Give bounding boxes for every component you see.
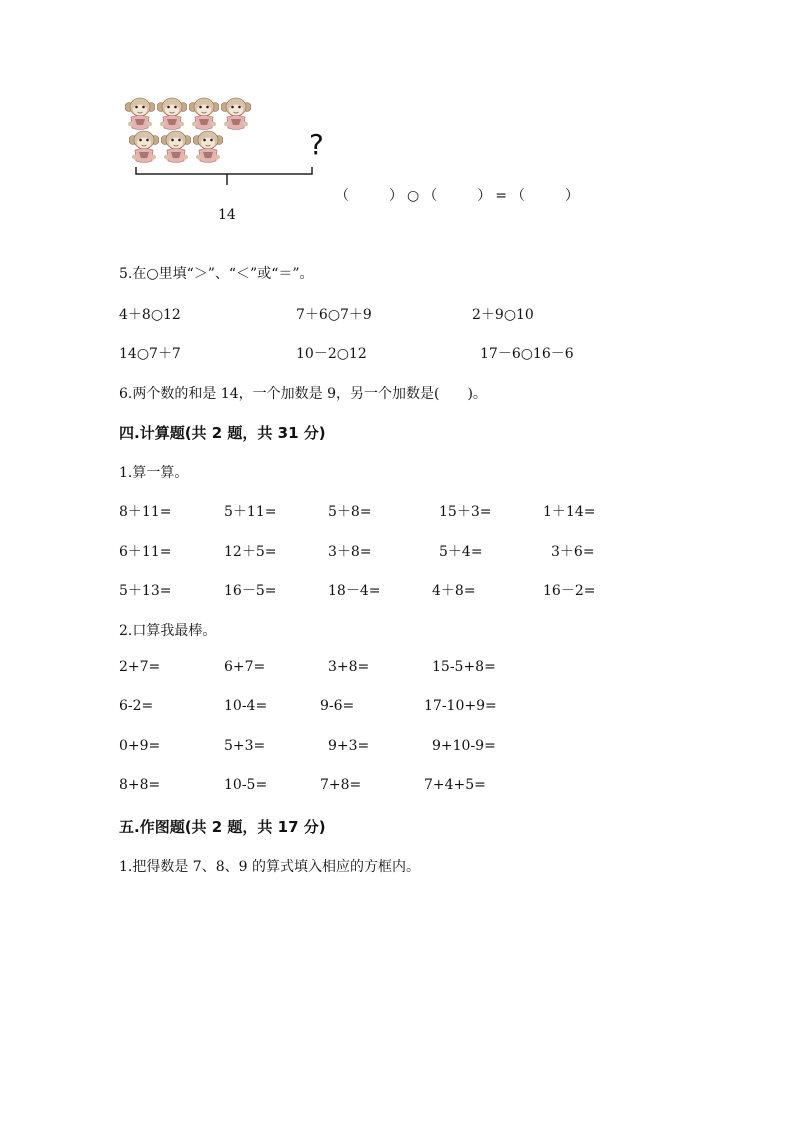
q5-cell: 7＋6○7＋9 (296, 307, 372, 323)
calc-cell: 5＋8= (328, 504, 372, 520)
section5-title: 五.作图题(共 2 题，共 17 分) (119, 818, 326, 836)
q5-cell: 4＋8○12 (119, 307, 181, 323)
monkey-icon (221, 97, 251, 131)
blank-equation: （ ）○（ ）=（ ） (335, 188, 583, 204)
mental-cell: 7+4+5= (424, 777, 486, 793)
calc-cell: 6＋11= (119, 544, 172, 560)
calc-cell: 5＋13= (119, 583, 172, 599)
calc-cell: 12＋5= (224, 544, 277, 560)
mental-cell: 9-6= (320, 698, 355, 714)
monkey-picture (125, 97, 255, 167)
q5-cell: 14○7＋7 (119, 346, 181, 362)
monkey-icon (129, 130, 159, 164)
calc-cell: 3＋8= (328, 544, 372, 560)
mental-cell: 6+7= (224, 659, 266, 675)
brace-total-label: 14 (218, 207, 236, 223)
mental-cell: 5+3= (224, 738, 266, 754)
monkey-icon (157, 97, 187, 131)
mental-cell: 10-5= (224, 777, 268, 793)
mental-cell: 8+8= (119, 777, 161, 793)
question-mark: ? (309, 128, 324, 161)
calc-cell: 5＋4= (439, 544, 483, 560)
section4-q1-title: 1.算一算。 (119, 465, 189, 481)
calc-cell: 4＋8= (432, 583, 476, 599)
mental-cell: 17-10+9= (424, 698, 497, 714)
mental-cell: 2+7= (119, 659, 161, 675)
q5-cell: 2＋9○10 (472, 307, 534, 323)
mental-cell: 3+8= (328, 659, 370, 675)
mental-cell: 6-2= (119, 698, 154, 714)
calc-cell: 16－5= (224, 583, 277, 599)
section5-q1-text: 1.把得数是 7、8、9 的算式填入相应的方框内。 (119, 859, 420, 875)
mental-cell: 9+3= (328, 738, 370, 754)
brace (130, 165, 320, 187)
monkey-icon (125, 97, 155, 131)
calc-cell: 18－4= (328, 583, 381, 599)
section4-q2-title: 2.口算我最棒。 (119, 623, 217, 639)
monkey-icon (193, 130, 223, 164)
q5-title: 5.在○里填“＞”、“＜”或“＝”。 (119, 266, 314, 282)
calc-cell: 16－2= (543, 583, 596, 599)
monkey-icon (189, 97, 219, 131)
monkey-icon (161, 130, 191, 164)
calc-cell: 15＋3= (439, 504, 492, 520)
q5-cell: 10－2○12 (296, 346, 367, 362)
q5-cell: 17－6○16－6 (480, 346, 574, 362)
calc-cell: 8＋11= (119, 504, 172, 520)
mental-cell: 9+10-9= (432, 738, 496, 754)
mental-cell: 10-4= (224, 698, 268, 714)
calc-cell: 5＋11= (224, 504, 277, 520)
mental-cell: 15-5+8= (432, 659, 496, 675)
mental-cell: 0+9= (119, 738, 161, 754)
q6-text: 6.两个数的和是 14，一个加数是 9，另一个加数是( )。 (119, 386, 487, 402)
calc-cell: 1＋14= (543, 504, 596, 520)
section4-title: 四.计算题(共 2 题，共 31 分) (119, 424, 326, 442)
calc-cell: 3＋6= (551, 544, 595, 560)
mental-cell: 7+8= (320, 777, 362, 793)
